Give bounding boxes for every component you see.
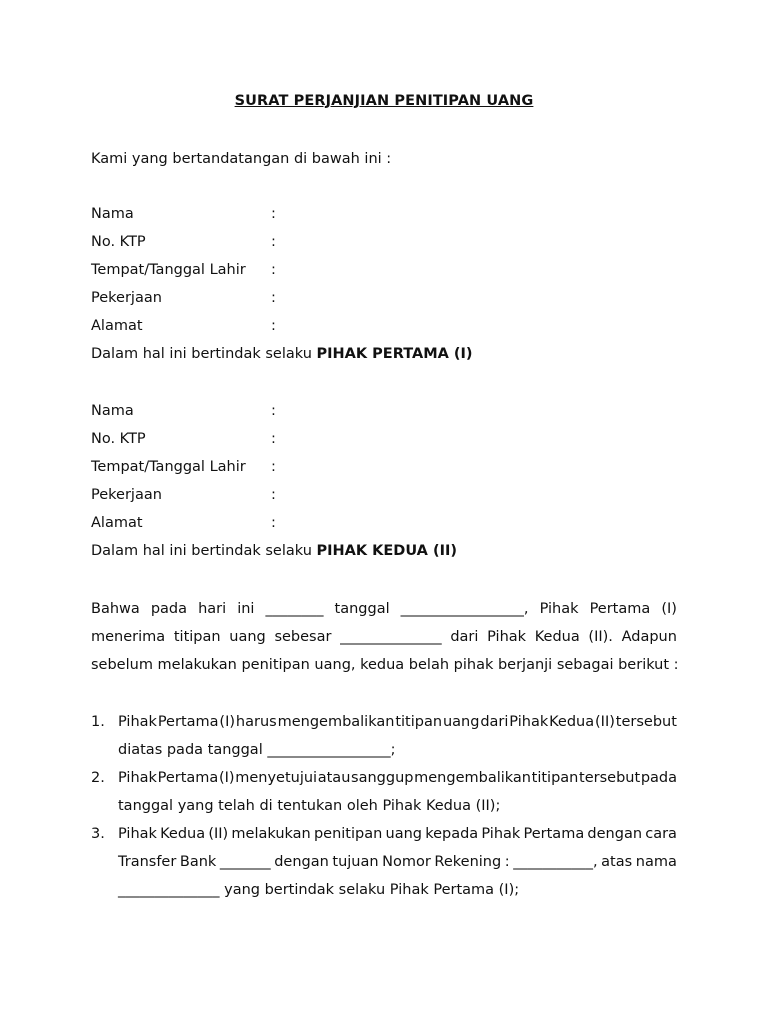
word: ___________, [513, 854, 598, 870]
field-colon: : [271, 487, 276, 503]
word: Pertama [157, 714, 219, 730]
field-colon: : [271, 262, 276, 278]
word: Kedua [549, 714, 595, 730]
role-prefix: Dalam hal ini bertindak selaku [91, 543, 312, 559]
word: (II). [588, 629, 613, 645]
word: hari [198, 601, 227, 617]
party-one-role-line [91, 346, 473, 362]
word: ________ [265, 601, 324, 617]
list-number: 2. [91, 770, 105, 786]
word: penitipan [313, 826, 383, 842]
word: Bahwa [91, 601, 140, 617]
word: sanggup [351, 770, 414, 786]
word: menerima [91, 629, 166, 645]
word: Pertama [523, 826, 585, 842]
word: (II) [595, 714, 615, 730]
party-one-field-row [91, 206, 391, 226]
word: Kedua [160, 826, 206, 842]
word: Rekening [434, 854, 502, 870]
word: Pihak [481, 826, 521, 842]
field-label: Nama [91, 403, 134, 419]
word: ini [237, 601, 255, 617]
word: Bank [179, 854, 217, 870]
party-one-field-row [91, 262, 391, 282]
statement-line-2 [91, 623, 677, 651]
word: Pertama [589, 601, 651, 617]
word: Nomor [382, 854, 431, 870]
party-one-role: PIHAK PERTAMA (I) [316, 346, 473, 362]
party-two-field-row [91, 487, 391, 507]
word: Pertama [157, 770, 219, 786]
intro-text: Kami yang bertandatangan di bawah ini : [91, 151, 392, 167]
word: (I) [219, 714, 236, 730]
list-number: 3. [91, 826, 105, 842]
word: _________________, [400, 601, 529, 617]
word: dengan [587, 826, 643, 842]
document-title: SURAT PERJANJIAN PENITIPAN UANG [234, 93, 534, 109]
word: mengembalikan [277, 714, 395, 730]
list-line: ______________ yang bertindak selaku Pihak Pertama (I); [118, 882, 520, 898]
word: dari [480, 714, 509, 730]
word: titipan [395, 714, 443, 730]
word: Pihak [509, 714, 549, 730]
word: tujuan [332, 854, 379, 870]
word: Pihak [487, 629, 527, 645]
list-line: diatas pada tanggal _________________; [118, 742, 396, 758]
field-colon: : [271, 234, 276, 250]
word: nama [635, 854, 677, 870]
word: atau [317, 770, 351, 786]
party-two-field-row [91, 459, 391, 479]
field-colon: : [271, 515, 276, 531]
field-colon: : [271, 403, 276, 419]
word: (II) [208, 826, 229, 842]
word: Transfer [118, 854, 177, 870]
word: tanggal [334, 601, 390, 617]
field-label: No. KTP [91, 431, 146, 447]
list-line [118, 820, 677, 848]
word: mengembalikan [414, 770, 531, 786]
field-label: Pekerjaan [91, 290, 162, 306]
word: pada [640, 770, 677, 786]
field-label: Tempat/Tanggal Lahir [91, 459, 246, 475]
field-label: Alamat [91, 515, 143, 531]
word: tersebut [615, 714, 677, 730]
statement-paragraph [91, 595, 677, 679]
word: Kedua [534, 629, 580, 645]
field-label: No. KTP [91, 234, 146, 250]
word: melakukan [231, 826, 311, 842]
list-line: tanggal yang telah di tentukan oleh Pihak Kedua (II); [118, 798, 501, 814]
word: uang [442, 714, 480, 730]
party-one-field-row [91, 234, 391, 254]
field-label: Nama [91, 206, 134, 222]
party-two-field-row [91, 431, 391, 451]
word: uang [385, 826, 422, 842]
statement-line-1 [91, 595, 677, 623]
party-two-field-row [91, 515, 391, 535]
list-number: 1. [91, 714, 105, 730]
list-line [118, 848, 677, 876]
field-colon: : [271, 459, 276, 475]
party-two-role: PIHAK KEDUA (II) [316, 543, 457, 559]
party-one-field-row [91, 290, 391, 310]
word: atas [601, 854, 633, 870]
word: cara [645, 826, 677, 842]
word: dari [450, 629, 479, 645]
word: Pihak [118, 714, 157, 730]
word: titipan [531, 770, 579, 786]
word: Pihak [539, 601, 579, 617]
word: dengan [274, 854, 329, 870]
word: (I) [661, 601, 677, 617]
field-label: Pekerjaan [91, 487, 162, 503]
party-one-field-row [91, 318, 391, 338]
word: kepada [425, 826, 479, 842]
list-line [118, 708, 677, 736]
party-two-role-line [91, 543, 457, 559]
role-prefix: Dalam hal ini bertindak selaku [91, 346, 312, 362]
field-colon: : [271, 206, 276, 222]
word: (I) [218, 770, 235, 786]
word: ______________ [340, 629, 442, 645]
word: tersebut [579, 770, 641, 786]
field-colon: : [271, 290, 276, 306]
field-label: Tempat/Tanggal Lahir [91, 262, 246, 278]
word: pada [150, 601, 188, 617]
word: _______ [219, 854, 271, 870]
word: Adapun [621, 629, 677, 645]
word: uang [229, 629, 266, 645]
word: harus [235, 714, 277, 730]
word: titipan [173, 629, 221, 645]
party-two-field-row [91, 403, 391, 423]
word: Pihak [118, 770, 157, 786]
field-colon: : [271, 431, 276, 447]
word: menyetujui [235, 770, 318, 786]
list-line [118, 764, 677, 792]
word: sebesar [274, 629, 332, 645]
field-label: Alamat [91, 318, 143, 334]
field-colon: : [271, 318, 276, 334]
word: : [504, 854, 510, 870]
statement-line-3: sebelum melakukan penitipan uang, kedua belah pihak berjanji sebagai berikut : [91, 657, 679, 673]
word: Pihak [118, 826, 157, 842]
